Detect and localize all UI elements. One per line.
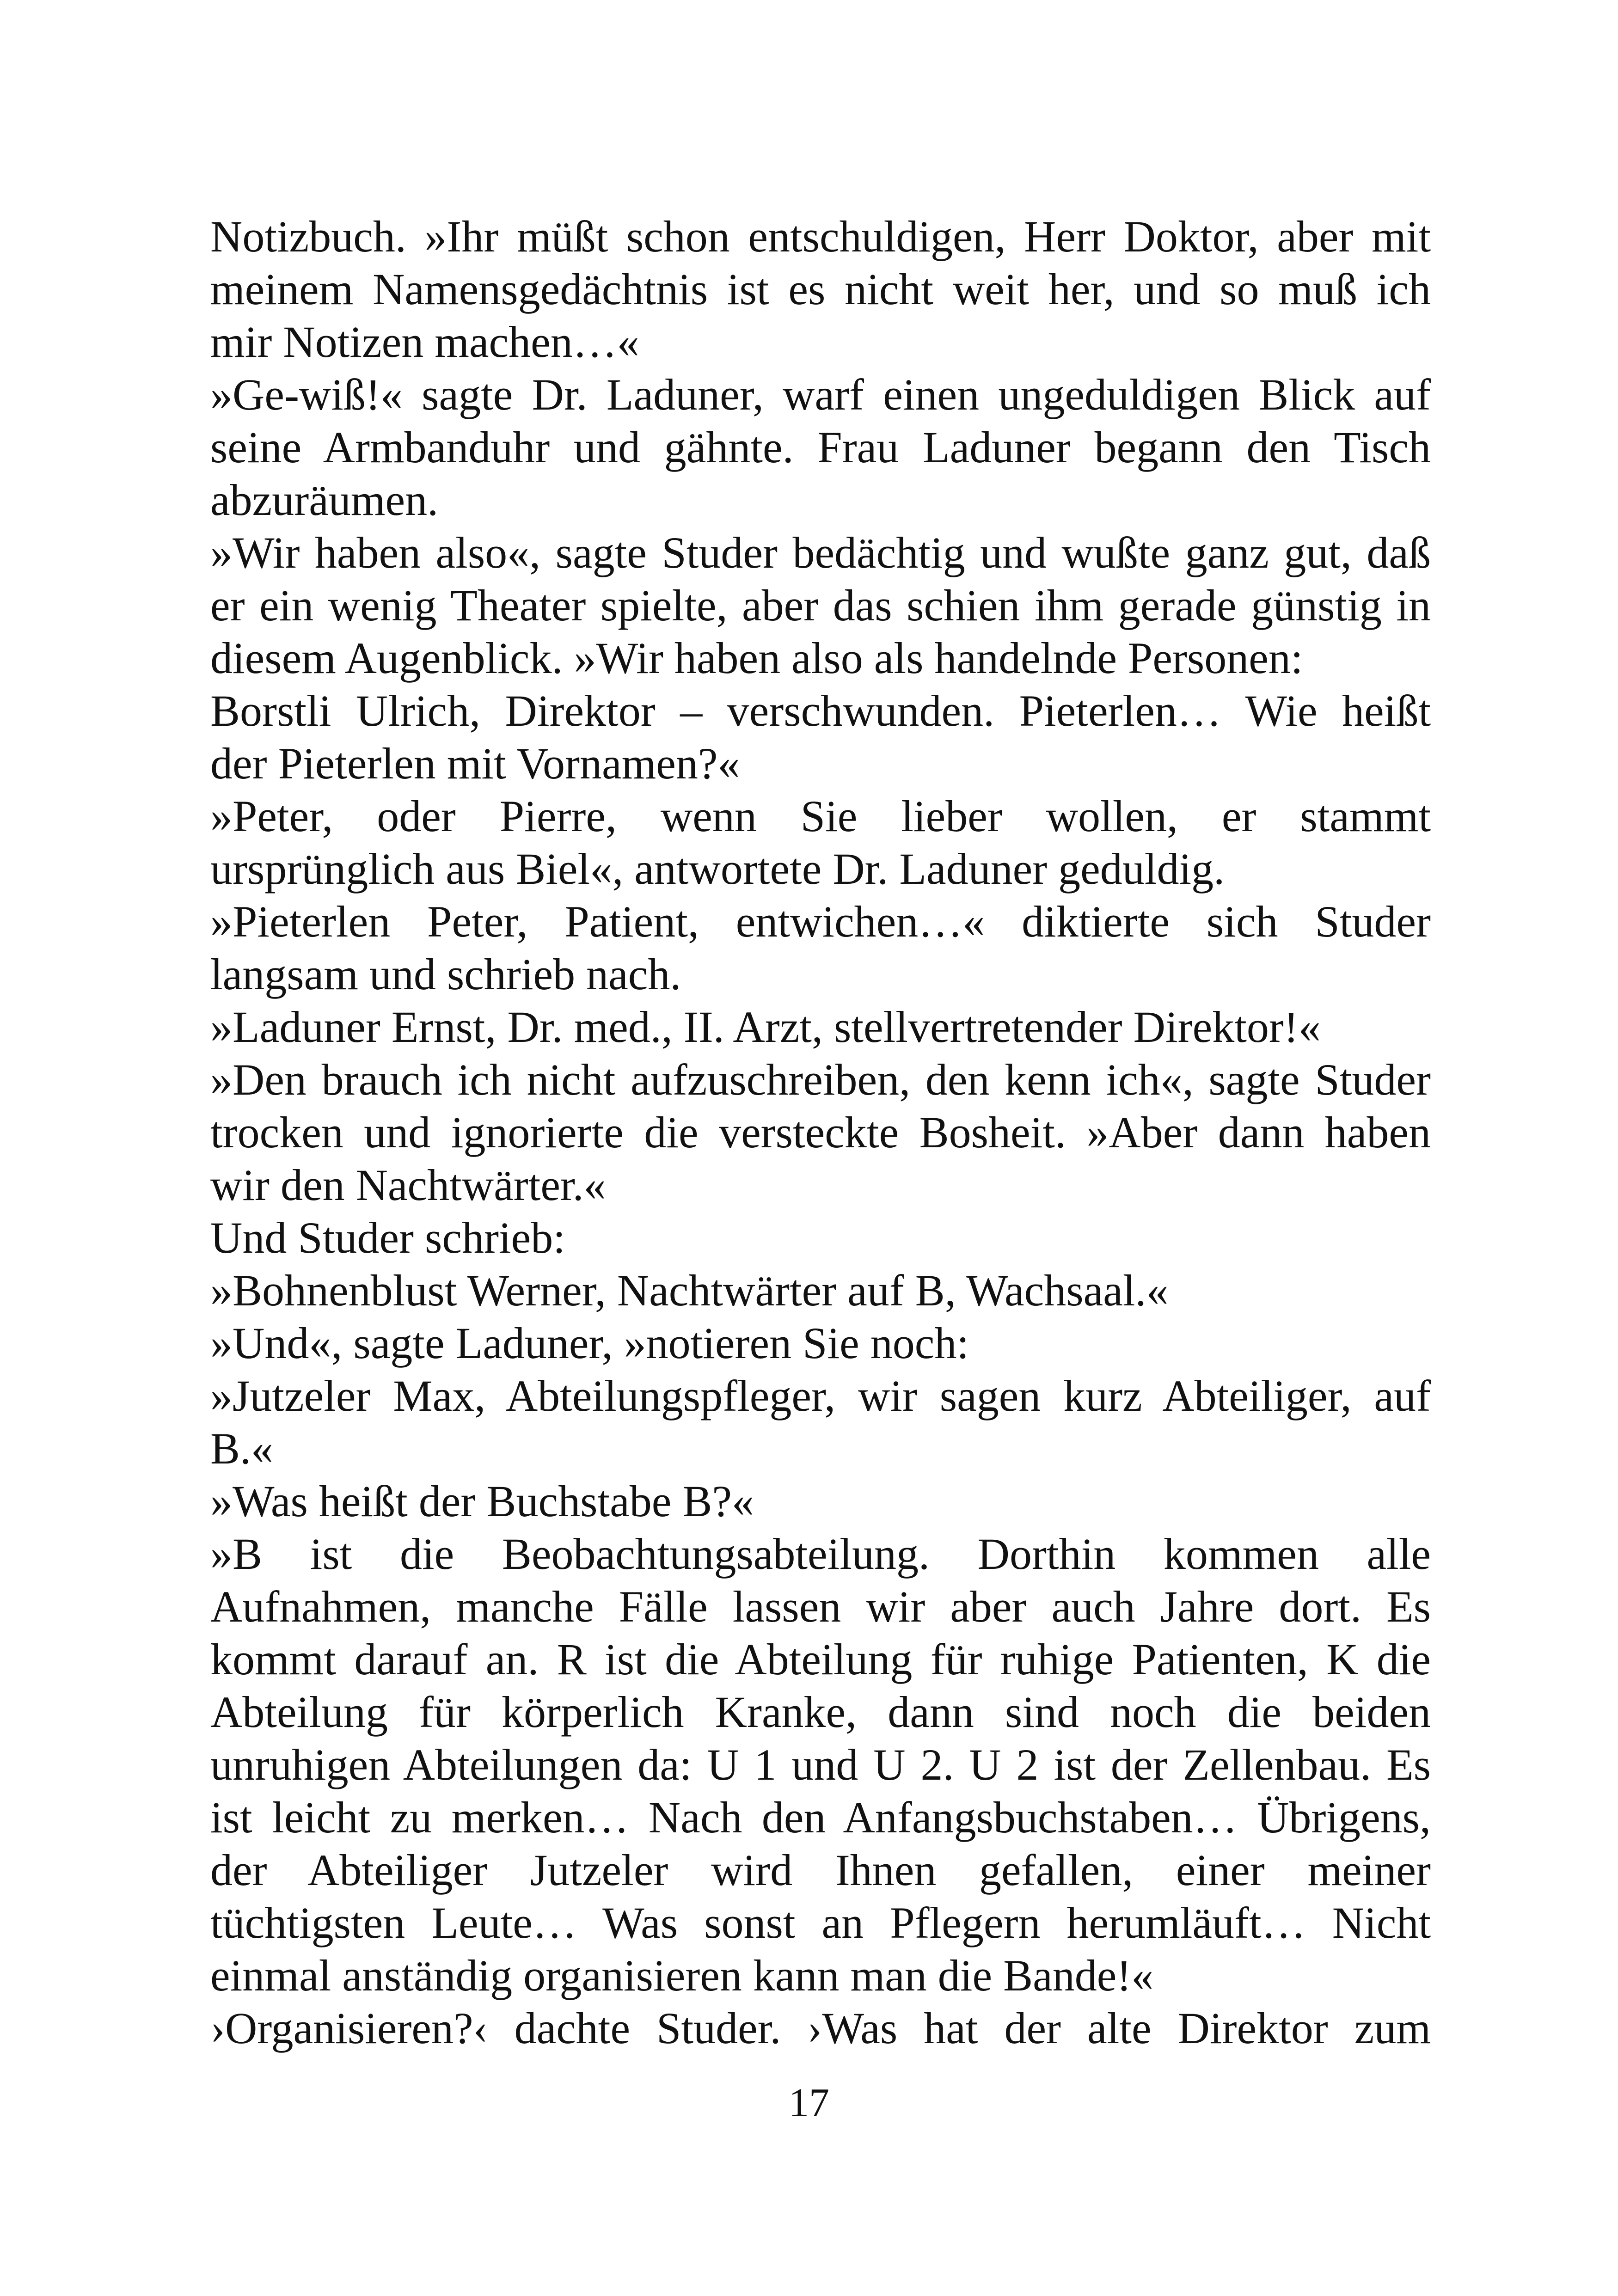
text-line: unruhigen Abteilungen da: U 1 und U 2. U 2 ist der Zellenbau. Es <box>210 1740 1431 1789</box>
text-line: Abteilung für körperlich Kranke, dann sind noch die beiden <box>210 1687 1431 1737</box>
text-line: einmal anständig organisieren kann man die Bande!« <box>210 1951 1154 2000</box>
text-line: trocken und ignorierte die versteckte Bosheit. »Aber dann haben <box>210 1108 1431 1157</box>
text-line: »Wir haben also«, sagte Studer bedächtig und wußte ganz gut, daß <box>210 528 1431 577</box>
text-line: mir Notizen machen…« <box>210 317 639 367</box>
text-line: er ein wenig Theater spielte, aber das schien ihm gerade günstig in <box>210 581 1431 630</box>
text-line: »Pieterlen Peter, Patient, entwichen…« diktierte sich Studer <box>210 897 1431 946</box>
text-line: »Bohnenblust Werner, Nachtwärter auf B, Wachsaal.« <box>210 1266 1169 1315</box>
text-line: wir den Nachtwärter.« <box>210 1160 606 1210</box>
page-number: 17 <box>789 2081 829 2125</box>
text-line: Aufnahmen, manche Fälle lassen wir aber auch Jahre dort. Es <box>210 1582 1431 1631</box>
text-line: »B ist die Beobachtungsabteilung. Dorthin kommen alle <box>210 1529 1431 1579</box>
text-line: B.« <box>210 1424 274 1473</box>
text-line: seine Armbanduhr und gähnte. Frau Laduner begann den Tisch <box>210 422 1431 472</box>
text-line: ursprünglich aus Biel«, antwortete Dr. Laduner geduldig. <box>210 844 1225 894</box>
text-line: »Und«, sagte Laduner, »notieren Sie noch: <box>210 1318 969 1368</box>
text-line: ist leicht zu merken… Nach den Anfangsbuchstaben… Übrigens, <box>210 1793 1431 1842</box>
text-line: »Laduner Ernst, Dr. med., II. Arzt, stellvertretender Direktor!« <box>210 1002 1321 1052</box>
text-line: abzuräumen. <box>210 475 439 525</box>
body-text <box>210 210 1431 2055</box>
text-line: langsam und schrieb nach. <box>210 949 681 999</box>
text-line: »Was heißt der Buchstabe B?« <box>210 1476 754 1526</box>
text-line: der Abteiliger Jutzeler wird Ihnen gefallen, einer meiner <box>210 1845 1431 1895</box>
text-line: »Jutzeler Max, Abteilungspfleger, wir sagen kurz Abteiliger, auf <box>210 1371 1431 1420</box>
text-line: »Den brauch ich nicht aufzuschreiben, den kenn ich«, sagte Studer <box>210 1055 1431 1104</box>
text-line: ›Organisieren?‹ dachte Studer. ›Was hat der alte Direktor zum <box>210 2003 1431 2053</box>
text-line: diesem Augenblick. »Wir haben also als handelnde Personen: <box>210 633 1303 683</box>
text-line: Notizbuch. »Ihr müßt schon entschuldigen, Herr Doktor, aber mit <box>210 212 1431 261</box>
text-line: tüchtigsten Leute… Was sonst an Pflegern herumläuft… Nicht <box>210 1898 1431 1947</box>
text-line: kommt darauf an. R ist die Abteilung für ruhige Patienten, K die <box>210 1635 1431 1684</box>
text-line: »Ge-wiß!« sagte Dr. Laduner, warf einen ungeduldigen Blick auf <box>210 370 1431 419</box>
text-line: Borstli Ulrich, Direktor – verschwunden. Pieterlen… Wie heißt <box>210 686 1431 735</box>
text-line: meinem Namensgedächtnis ist es nicht weit her, und so muß ich <box>210 264 1431 314</box>
text-line: Und Studer schrieb: <box>210 1213 565 1262</box>
text-line: der Pieterlen mit Vornamen?« <box>210 739 740 788</box>
text-line: »Peter, oder Pierre, wenn Sie lieber wollen, er stammt <box>210 791 1431 841</box>
